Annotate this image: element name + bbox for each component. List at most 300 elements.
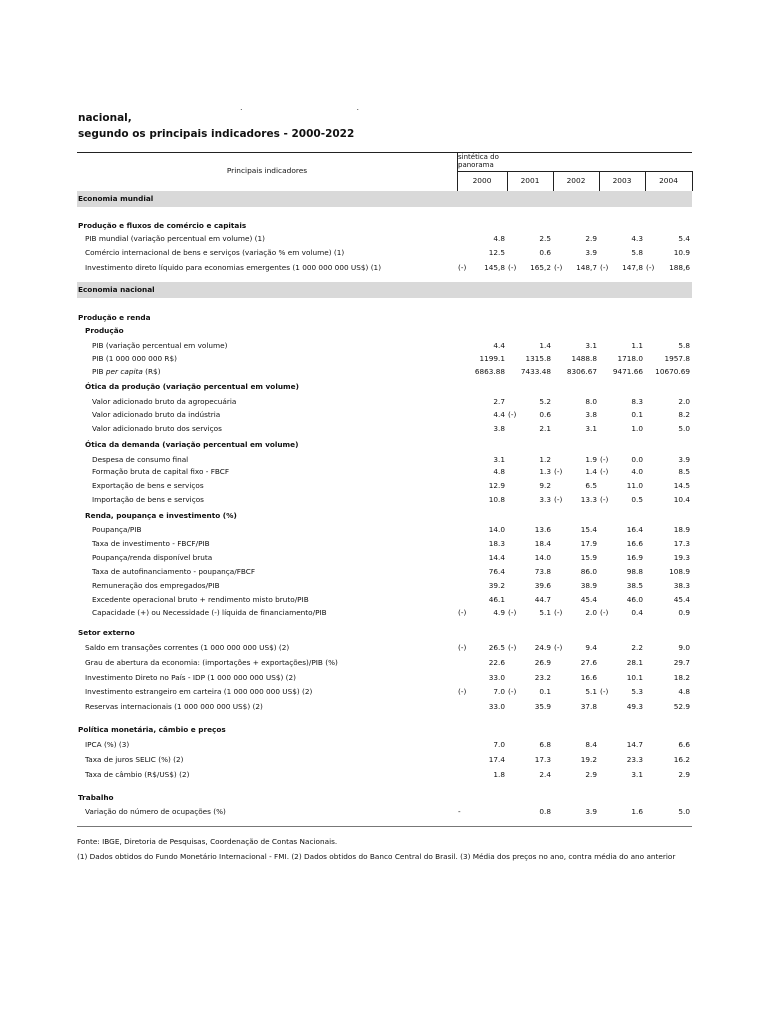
cell-value: 10.9: [673, 248, 690, 257]
cell-value: 165,2: [530, 263, 551, 272]
row-label: PIB (variação percentual em volume): [92, 341, 228, 350]
value-cell-2000: [457, 495, 507, 507]
value-cell-2002: [553, 643, 599, 655]
row-label: Taxa de autofinanciamento - poupança/FBCF: [92, 567, 256, 576]
value-cell-2001: [507, 658, 553, 670]
cell-value: 18.4: [534, 539, 551, 548]
cell-value: 2.4: [539, 770, 551, 779]
negative-marker: (-): [600, 608, 609, 617]
cell-value: 23.2: [534, 673, 551, 682]
table-row: [77, 685, 692, 699]
negative-marker: (-): [508, 687, 517, 696]
value-cell-2003: [599, 525, 645, 537]
value-cell-2002: [553, 658, 599, 670]
cell-value: 2.9: [585, 234, 597, 243]
negative-marker: (-): [554, 643, 563, 652]
value-cell-2002: [553, 495, 599, 507]
table-row: [77, 339, 692, 353]
table-row: [77, 232, 692, 246]
value-cell-2001: [507, 263, 553, 275]
cell-value: 5.3: [631, 687, 643, 696]
value-cell-2001: [507, 367, 553, 379]
value-cell-2002: [553, 263, 599, 275]
cell-value: 13.3: [580, 495, 597, 504]
cell-value: 1.1: [631, 341, 643, 350]
cell-value: 5.2: [539, 397, 551, 406]
value-cell-2004: [645, 687, 692, 699]
cell-value: 19.3: [673, 553, 690, 562]
table-row: [77, 479, 692, 493]
row-label: Valor adicionado bruto da agropecuária: [92, 397, 237, 406]
footnotes: (1) Dados obtidos do Fundo Monetário Internacional - FMI. (2) Dados obtidos do Banco Central do Brasil. (3) Média dos preços no ano, contra média do ano anterior: [77, 852, 676, 861]
cell-value: 5.4: [678, 234, 690, 243]
row-label: Economia mundial: [78, 194, 154, 203]
cell-value: 17.4: [488, 755, 505, 764]
cell-value: 4.9: [493, 608, 505, 617]
value-cell-2001: [507, 755, 553, 767]
cell-value: 0.6: [539, 248, 551, 257]
cell-value: 14.0: [534, 553, 551, 562]
cell-value: 4.4: [493, 410, 505, 419]
negative-marker: (-): [646, 263, 655, 272]
cell-value: 15.9: [580, 553, 597, 562]
negative-marker: (-): [508, 410, 517, 419]
value-cell-2002: [553, 467, 599, 479]
cell-value: 16.9: [626, 553, 643, 562]
cell-value: 0.0: [631, 455, 643, 464]
negative-marker: (-): [458, 263, 467, 272]
year-header-2001: 2001: [520, 176, 540, 185]
cell-value: 12.5: [488, 248, 505, 257]
cell-value: 18.3: [488, 539, 505, 548]
speck-mark: .: [356, 103, 360, 112]
table-row: [77, 700, 692, 714]
table-row: [77, 408, 692, 422]
row-label: Formação bruta de capital fixo - FBCF: [92, 467, 230, 476]
value-cell-2003: [599, 643, 645, 655]
row-label: Ótica da produção (variação percentual em volume): [85, 382, 299, 391]
footer-divider: [77, 826, 692, 827]
value-cell-2001: [507, 581, 553, 593]
cell-value: 1.8: [493, 770, 505, 779]
cell-value: 0.6: [539, 410, 551, 419]
cell-value: 73.8: [534, 567, 551, 576]
negative-marker: (-): [508, 643, 517, 652]
group-header: [77, 324, 692, 338]
value-cell-2000: [457, 687, 507, 699]
cell-value: 6.5: [585, 481, 597, 490]
value-cell-2003: [599, 424, 645, 436]
cell-value: 12.9: [488, 481, 505, 490]
value-cell-2001: [507, 643, 553, 655]
cell-value: 5.0: [678, 807, 690, 816]
row-label: Remuneração dos empregados/PIB: [92, 581, 220, 590]
cell-value: 11.0: [626, 481, 643, 490]
row-label: Setor externo: [78, 628, 135, 637]
cell-value: 10.8: [488, 495, 505, 504]
speck-mark: .: [240, 103, 243, 112]
cell-value: 27.6: [580, 658, 597, 667]
cell-value: 1315.8: [525, 354, 551, 363]
cell-value: 49.3: [626, 702, 643, 711]
cell-value: 188,6: [669, 263, 690, 272]
cell-value: 23.3: [626, 755, 643, 764]
row-label: Despesa de consumo final: [92, 455, 189, 464]
value-cell-2000: [457, 658, 507, 670]
cell-value: 76.4: [488, 567, 505, 576]
group-header: [77, 219, 692, 233]
table-row: [77, 671, 692, 685]
cell-value: 16.6: [626, 539, 643, 548]
value-cell-2002: [553, 608, 599, 620]
value-cell-2004: [645, 467, 692, 479]
value-cell-2003: [599, 567, 645, 579]
value-cell-2000: [457, 770, 507, 782]
value-cell-2001: [507, 248, 553, 260]
row-label: IPCA (%) (3): [85, 740, 130, 749]
value-cell-2002: [553, 553, 599, 565]
cell-value: 5.1: [539, 608, 551, 617]
value-cell-2000: [457, 740, 507, 752]
value-cell-2001: [507, 673, 553, 685]
year-header-2003: 2003: [612, 176, 632, 185]
cell-value: 6.6: [678, 740, 690, 749]
cell-value: 38.9: [580, 581, 597, 590]
value-cell-2001: [507, 234, 553, 246]
cell-value: 46.1: [488, 595, 505, 604]
negative-marker: (-): [458, 608, 467, 617]
cell-value: 9.4: [585, 643, 597, 652]
cell-value: 44.7: [534, 595, 551, 604]
group-header: [77, 311, 692, 325]
cell-value: 0.1: [539, 687, 551, 696]
cell-value: 4.0: [631, 467, 643, 476]
cell-value: 38.5: [626, 581, 643, 590]
cell-value: 8306.67: [566, 367, 597, 376]
cell-value: 1957.8: [664, 354, 690, 363]
negative-marker: (-): [508, 608, 517, 617]
row-label: Produção e fluxos de comércio e capitais: [78, 221, 247, 230]
negative-marker: (-): [600, 495, 609, 504]
row-label: Taxa de investimento - FBCF/PIB: [92, 539, 210, 548]
value-cell-2003: [599, 553, 645, 565]
indicator-column-header: Principais indicadores: [226, 166, 308, 175]
cell-value: 1.3: [539, 467, 551, 476]
value-cell-2000: [457, 807, 507, 819]
negative-marker: (-): [554, 608, 563, 617]
cell-value: 14.7: [626, 740, 643, 749]
table-row: [77, 246, 692, 260]
year-header-2000: 2000: [472, 176, 492, 185]
cell-value: 8.5: [678, 467, 690, 476]
value-cell-2003: [599, 234, 645, 246]
value-cell-2000: [457, 234, 507, 246]
table-row: [77, 365, 692, 379]
value-cell-2002: [553, 770, 599, 782]
row-label: Importação de bens e serviços: [92, 495, 204, 504]
table-row: [77, 753, 692, 767]
table-top-border: [77, 152, 692, 153]
cell-value: 7.0: [493, 687, 505, 696]
cell-value: 24.9: [534, 643, 551, 652]
cell-value: 3.9: [678, 455, 690, 464]
value-cell-2002: [553, 581, 599, 593]
value-cell-2004: [645, 643, 692, 655]
table-row: [77, 768, 692, 782]
table-row: [77, 593, 692, 607]
value-cell-2001: [507, 608, 553, 620]
value-cell-2004: [645, 495, 692, 507]
cell-value: 2.0: [585, 608, 597, 617]
cell-value: 29.7: [673, 658, 690, 667]
row-label: Economia nacional: [78, 285, 155, 294]
value-cell-2000: [457, 539, 507, 551]
cell-value: 7433.48: [520, 367, 551, 376]
cell-value: 2.0: [678, 397, 690, 406]
value-cell-2004: [645, 770, 692, 782]
row-label: Variação do número de ocupações (%): [85, 807, 226, 816]
row-label: Poupança/renda disponível bruta: [92, 553, 213, 562]
cell-value: 16.6: [580, 673, 597, 682]
negative-marker: (-): [458, 687, 467, 696]
cell-value: 39.6: [534, 581, 551, 590]
cell-value: 45.4: [673, 595, 690, 604]
cell-value: 15.4: [580, 525, 597, 534]
value-cell-2003: [599, 481, 645, 493]
table-row: [77, 579, 692, 593]
table-row: [77, 261, 692, 275]
cell-value: 45.4: [580, 595, 597, 604]
value-cell-2000: [457, 481, 507, 493]
row-label: Taxa de câmbio (R$/US$) (2): [85, 770, 190, 779]
value-cell-2002: [553, 755, 599, 767]
value-cell-2004: [645, 740, 692, 752]
value-cell-2003: [599, 687, 645, 699]
cell-value: 1.6: [631, 807, 643, 816]
value-cell-2002: [553, 673, 599, 685]
table-row: [77, 805, 692, 819]
row-label: Saldo em transações correntes (1 000 000 000 US$) (2): [85, 643, 290, 652]
cell-value: 2.1: [539, 424, 551, 433]
negative-marker: (-): [600, 687, 609, 696]
cell-value: 16.4: [626, 525, 643, 534]
cell-value: 3.1: [585, 341, 597, 350]
value-cell-2000: [457, 608, 507, 620]
value-cell-2002: [553, 234, 599, 246]
value-cell-2000: [457, 673, 507, 685]
cell-value: 10670.69: [655, 367, 690, 376]
value-cell-2001: [507, 567, 553, 579]
table-row: [77, 656, 692, 670]
cell-value: 33.0: [488, 673, 505, 682]
cell-value: 10.4: [673, 495, 690, 504]
value-cell-2004: [645, 525, 692, 537]
cell-value: 3.1: [493, 455, 505, 464]
value-cell-2002: [553, 481, 599, 493]
cell-value: 8.4: [585, 740, 597, 749]
cell-value: 16.2: [673, 755, 690, 764]
cell-value: 33.0: [488, 702, 505, 711]
cell-value: 46.0: [626, 595, 643, 604]
row-label: Investimento direto líquido para economias emergentes (1 000 000 000 US$) (1): [85, 263, 382, 272]
value-cell-2001: [507, 525, 553, 537]
value-cell-2000: [457, 263, 507, 275]
group-header: [77, 438, 692, 452]
value-cell-2004: [645, 567, 692, 579]
negative-marker: (-): [508, 263, 517, 272]
row-label: Produção e renda: [78, 313, 151, 322]
value-cell-2002: [553, 567, 599, 579]
value-cell-2004: [645, 755, 692, 767]
row-label: Taxa de juros SELIC (%) (2): [85, 755, 184, 764]
row-label: Política monetária, câmbio e preços: [78, 725, 226, 734]
row-label: Comércio internacional de bens e serviços (variação % em volume) (1): [85, 248, 345, 257]
cell-value: 18.9: [673, 525, 690, 534]
value-cell-2003: [599, 658, 645, 670]
cell-value: 4.3: [631, 234, 643, 243]
value-cell-2000: [457, 567, 507, 579]
value-cell-2003: [599, 755, 645, 767]
value-cell-2000: [457, 755, 507, 767]
row-label: Exportação de bens e serviços: [92, 481, 204, 490]
row-label: Ótica da demanda (variação percentual em volume): [85, 440, 299, 449]
table-row: [77, 738, 692, 752]
cell-value: 3.1: [631, 770, 643, 779]
cell-value: 1.2: [539, 455, 551, 464]
cell-value: 26.9: [534, 658, 551, 667]
negative-marker: (-): [458, 643, 467, 652]
cell-value: 1.0: [631, 424, 643, 433]
group-header: [77, 791, 692, 805]
value-cell-2002: [553, 740, 599, 752]
group-header: [77, 509, 692, 523]
cell-value: 0.9: [678, 608, 690, 617]
value-cell-2003: [599, 740, 645, 752]
cell-value: 5.0: [678, 424, 690, 433]
table-row: [77, 395, 692, 409]
section-header: [77, 191, 692, 207]
value-cell-2004: [645, 367, 692, 379]
cell-value: 5.1: [585, 687, 597, 696]
cell-value: 2.2: [631, 643, 643, 652]
cell-value: 1199.1: [479, 354, 505, 363]
row-label: Valor adicionado bruto dos serviços: [92, 424, 222, 433]
value-cell-2004: [645, 658, 692, 670]
table-row: [77, 422, 692, 436]
cell-value: 86.0: [580, 567, 597, 576]
table-row: [77, 606, 692, 620]
negative-marker: (-): [600, 455, 609, 464]
cell-value: 8.0: [585, 397, 597, 406]
row-label: PIB per capita (R$): [92, 367, 161, 376]
cell-value: 4.8: [493, 467, 505, 476]
value-cell-2000: [457, 643, 507, 655]
value-cell-2001: [507, 553, 553, 565]
value-cell-2003: [599, 539, 645, 551]
year-header-2004: 2004: [659, 176, 678, 185]
value-cell-2003: [599, 673, 645, 685]
row-label: Trabalho: [78, 793, 114, 802]
cell-value: 0.4: [631, 608, 643, 617]
cell-value: 9.2: [539, 481, 551, 490]
cell-value: 6.8: [539, 740, 551, 749]
value-cell-2004: [645, 581, 692, 593]
cell-value: 17.3: [534, 755, 551, 764]
cell-value: 19.2: [580, 755, 597, 764]
table-row: [77, 523, 692, 537]
value-cell-2002: [553, 248, 599, 260]
value-cell-2000: [457, 581, 507, 593]
value-cell-2002: [553, 807, 599, 819]
table-row: [77, 352, 692, 366]
value-cell-2001: [507, 410, 553, 422]
value-cell-2004: [645, 248, 692, 260]
value-cell-2004: [645, 539, 692, 551]
value-cell-2003: [599, 495, 645, 507]
cell-value: 4.8: [493, 234, 505, 243]
cell-value: 37.8: [580, 702, 597, 711]
value-cell-2002: [553, 539, 599, 551]
value-cell-2002: [553, 702, 599, 714]
cell-value: 98.8: [626, 567, 643, 576]
row-label: Renda, poupança e investimento (%): [85, 511, 237, 520]
cell-value: 3.8: [585, 410, 597, 419]
row-label: Valor adicionado bruto da indústria: [92, 410, 221, 419]
cell-value: 0.1: [631, 410, 643, 419]
value-cell-2003: [599, 410, 645, 422]
cell-value: 9471.66: [612, 367, 643, 376]
value-cell-2001: [507, 807, 553, 819]
value-cell-2002: [553, 367, 599, 379]
value-cell-2000: [457, 424, 507, 436]
negative-marker: (-): [600, 467, 609, 476]
document-title-line1: nacional,: [78, 112, 132, 124]
value-cell-2004: [645, 608, 692, 620]
row-label: PIB (1 000 000 000 R$): [92, 354, 177, 363]
value-cell-2002: [553, 424, 599, 436]
cell-value: 2.7: [493, 397, 505, 406]
cell-value: 1.9: [585, 455, 597, 464]
value-cell-2000: [457, 702, 507, 714]
row-label: PIB mundial (variação percentual em volume) (1): [85, 234, 265, 243]
cell-value: 1488.8: [571, 354, 597, 363]
cell-value: 26.5: [488, 643, 505, 652]
value-cell-2001: [507, 687, 553, 699]
cell-value: 39.2: [488, 581, 505, 590]
cell-value: 108.9: [669, 567, 690, 576]
value-cell-2002: [553, 410, 599, 422]
header-top-note: sintética do panorama: [458, 153, 499, 169]
value-cell-2004: [645, 807, 692, 819]
cell-value: 14.0: [488, 525, 505, 534]
value-cell-2001: [507, 467, 553, 479]
value-cell-2000: [457, 367, 507, 379]
cell-value: 38.3: [673, 581, 690, 590]
cell-value: 1.4: [585, 467, 597, 476]
value-cell-2000: [457, 553, 507, 565]
value-cell-2000: [457, 410, 507, 422]
value-cell-2001: [507, 740, 553, 752]
value-cell-2003: [599, 581, 645, 593]
value-cell-2004: [645, 702, 692, 714]
value-cell-2004: [645, 424, 692, 436]
cell-value: 0.5: [631, 495, 643, 504]
table-row: [77, 465, 692, 479]
row-label: Poupança/PIB: [92, 525, 142, 534]
negative-marker: (-): [554, 263, 563, 272]
cell-value: 4.4: [493, 341, 505, 350]
cell-value: 2.9: [678, 770, 690, 779]
